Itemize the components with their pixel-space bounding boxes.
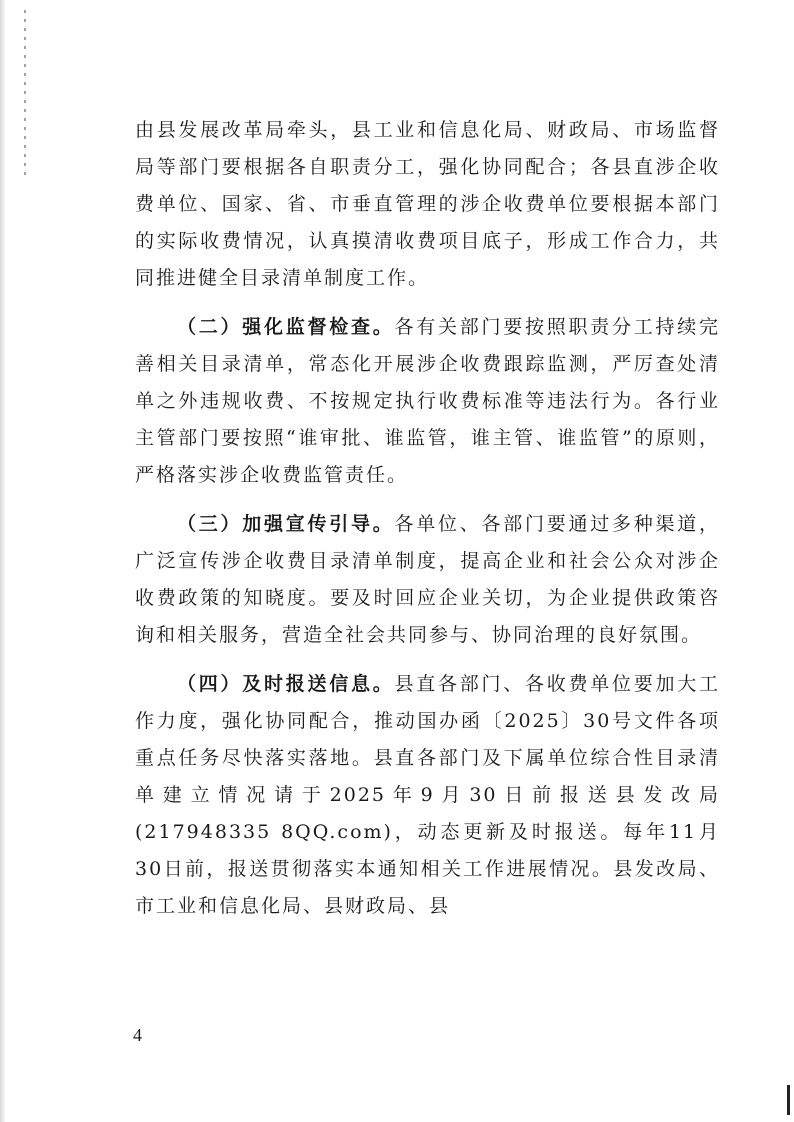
paragraph-supervision (135, 309, 720, 494)
page-number: 4 (133, 1025, 142, 1045)
section-heading: （二）强化监督检查。 (177, 316, 395, 338)
scan-edge-shadow (0, 0, 6, 1122)
paragraph-text: 各单位、各部门要通过多种渠道，广泛宣传涉企收费目录清单制度，提高企业和社会公众对涉企收费政策的知晓度。要及时回应企业关切，为企业提供政策咨询和相关服务，营造全社会共同参与、协同治理的良好氛围。 (135, 513, 720, 646)
paragraph-text: 由县发展改革局牵头，县工业和信息化局、财政局、市场监督局等部门要根据各自职责分工，强化协同配合；各县直涉企收费单位、国家、省、市垂直管理的涉企收费单位要根据本部门的实际收费情况，认真摸清收费项目底子，形成工作合力，共同推进健全目录清单制度工作。 (135, 119, 720, 289)
section-heading: （三）加强宣传引导。 (177, 513, 395, 535)
paragraph-text: 各有关部门要按照职责分工持续完善相关目录清单，常态化开展涉企收费跟踪监测，严厉查处清单之外违规收费、不按规定执行收费标准等违法行为。各行业主管部门要按照“谁审批、谁监管，谁主管、谁监管”的原则，严格落实涉企收费监管责任。 (135, 316, 720, 486)
paragraph-continuation (135, 112, 720, 297)
paragraph-publicity (135, 506, 720, 654)
section-heading: （四）及时报送信息。 (177, 673, 395, 695)
paragraph-reporting (135, 666, 720, 925)
document-body (135, 112, 720, 925)
paragraph-text: 县直各部门、各收费单位要加大工作力度，强化协同配合，推动国办函〔2025〕30号文件各项重点任务尽快落实落地。县直各部门及下属单位综合性目录清单建立情况请于2025年9月30日前报送县发改局(217948335 8QQ.com)，动态更新及时报送。每年11月30日前，报送贯彻落实本通知相关工作进展情况。县发改局、市工业和信息化局、县财政局、县 (135, 673, 720, 917)
scan-artifact-mark (787, 1085, 790, 1115)
binding-hole-marks (24, 10, 26, 180)
